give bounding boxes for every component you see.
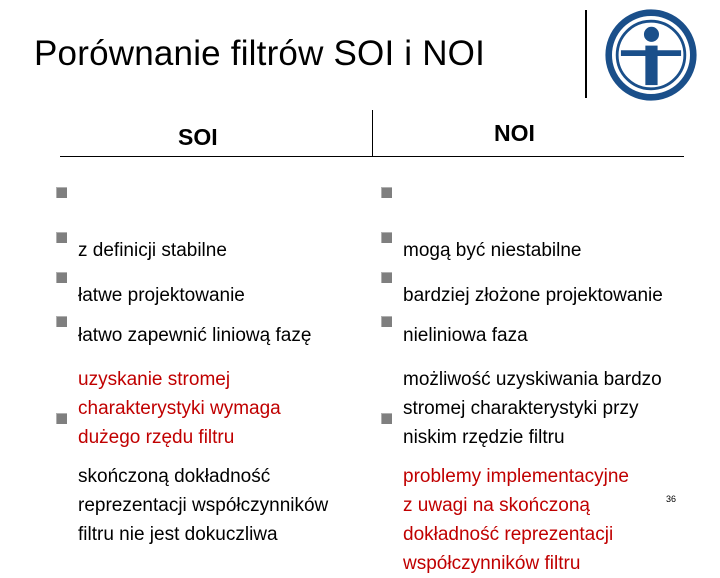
bullet-square-icon xyxy=(381,187,392,198)
institution-logo-icon xyxy=(604,8,698,102)
bullet-square-icon xyxy=(381,316,392,327)
list-item-text: łatwo zapewnić liniową fazę xyxy=(78,325,312,346)
bullet-square-icon xyxy=(381,413,392,424)
header-divider-horizontal xyxy=(60,156,684,157)
column-header-soi: SOI xyxy=(178,124,218,150)
bullet-square-icon xyxy=(56,413,67,424)
list-item-text: możliwość uzyskiwania bardzo stromej charakterystyki przy niskim rzędzie filtru xyxy=(403,369,662,448)
bullet-square-icon xyxy=(56,232,67,243)
list-item-text: mogą być niestabilne xyxy=(403,240,582,261)
bullet-square-icon xyxy=(381,232,392,243)
list-item-text: łatwe projektowanie xyxy=(78,285,245,306)
slide-title: Porównanie filtrów SOI i NOI xyxy=(34,34,486,73)
list-item-text: problemy implementacyjne z uwagi na skończoną dokładność reprezentacji współczynników filtru xyxy=(403,466,629,574)
list-item-text: bardziej złożone projektowanie xyxy=(403,285,663,306)
bullet-square-icon xyxy=(56,187,67,198)
title-separator xyxy=(585,10,587,98)
list-item-text: skończoną dokładność reprezentacji współczynników filtru nie jest dokuczliwa xyxy=(78,466,329,545)
list-item-text: uzyskanie stromej charakterystyki wymaga dużego rzędu filtru xyxy=(78,369,281,448)
list-item xyxy=(381,404,629,578)
bullet-square-icon xyxy=(56,272,67,283)
column-header-noi: NOI xyxy=(494,120,535,146)
list-item xyxy=(56,404,328,549)
list-item-text: z definicji stabilne xyxy=(78,240,227,261)
list-item-text: nieliniowa faza xyxy=(403,325,528,346)
bullet-square-icon xyxy=(56,316,67,327)
bullet-square-icon xyxy=(381,272,392,283)
page-number: 36 xyxy=(666,494,677,504)
header-divider-vertical xyxy=(372,110,373,156)
